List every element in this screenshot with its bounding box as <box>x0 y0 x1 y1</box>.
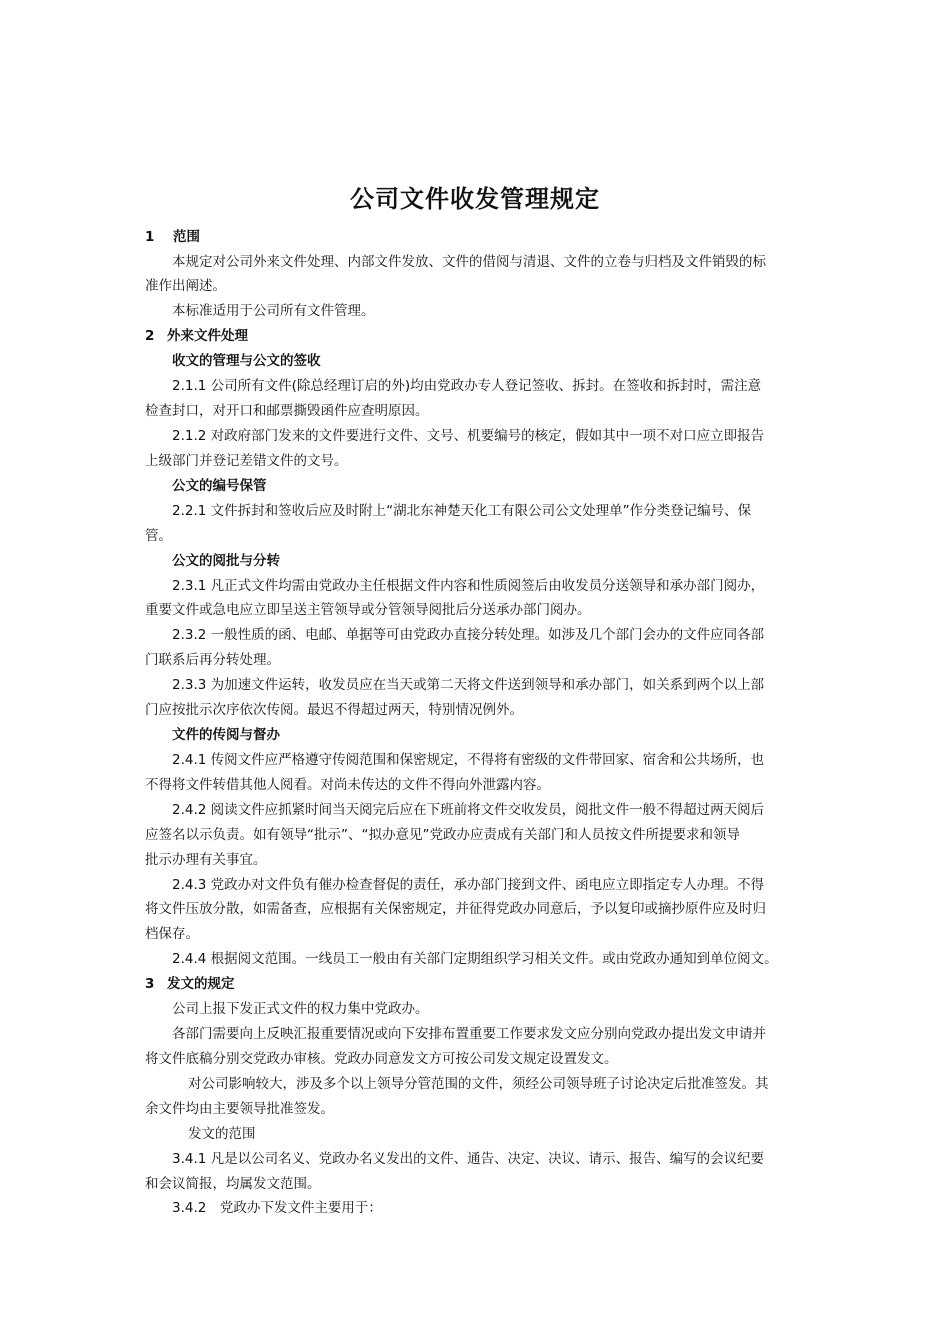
paragraph-line: 本标准适用于公司所有文件管理。 <box>172 303 375 319</box>
paragraph-line: 2.4.4 根据阅文范围。一线员工一般由有关部门定期组织学习相关文件。或由党政办通知到单位阅文。 <box>172 951 778 967</box>
paragraph-line: 对公司影响较大，涉及多个以上领导分管范围的文件，须经公司领导班子讨论决定后批准签发。其 <box>188 1076 769 1092</box>
paragraph-line: 本规定对公司外来文件处理、内部文件发放、文件的借阅与清退、文件的立卷与归档及文件销毁的标 <box>172 254 766 270</box>
paragraph-line: 准作出阐述。 <box>145 278 226 294</box>
paragraph-line: 批示办理有关事宜。 <box>145 852 267 868</box>
paragraph-line: 各部门需要向上反映汇报重要情况或向下安排布置重要工作要求发文应分别向党政办提出发文申请并 <box>172 1026 766 1042</box>
paragraph-line: 2.3.2 一般性质的函、电邮、单据等可由党政办直接分转处理。如涉及几个部门会办的文件应同各部 <box>172 627 765 643</box>
subsection-heading: 发文的范围 <box>188 1126 256 1142</box>
paragraph-line: 检查封口，对开口和邮票撕毁函件应查明原因。 <box>145 403 429 419</box>
paragraph-line: 2.4.2 阅读文件应抓紧时间当天阅完后应在下班前将文件交收发员，阅批文件一般不得超过两天阅后 <box>172 802 765 818</box>
paragraph-line: 2.2.1 文件拆封和签收后应及时附上“湖北东神楚天化工有限公司公文处理单”作分类登记编号、保 <box>172 503 752 519</box>
paragraph-line: 2.3.3 为加速文件运转，收发员应在当天或第二天将文件送到领导和承办部门，如关系到两个以上部 <box>172 677 765 693</box>
subsection-heading: 公文的编号保管 <box>172 478 267 494</box>
paragraph-line: 2.4.3 党政办对文件负有催办检查督促的责任，承办部门接到文件、函电应立即指定专人办理。不得 <box>172 877 765 893</box>
paragraph-line: 档保存。 <box>145 926 199 942</box>
paragraph-line: 3.4.2 党政办下发文件主要用于： <box>172 1200 382 1216</box>
paragraph-line: 2.3.1 凡正式文件均需由党政办主任根据文件内容和性质阅签后由收发员分送领导和承办部门阅办， <box>172 578 765 594</box>
subsection-heading: 收文的管理与公文的签收 <box>172 353 321 369</box>
paragraph-line: 门联系后再分转处理。 <box>145 652 280 668</box>
paragraph-line: 公司上报下发正式文件的权力集中党政办。 <box>172 1001 429 1017</box>
section-heading-1: 1 范围 <box>145 229 200 245</box>
paragraph-line: 和会议简报，均属发文范围。 <box>145 1176 321 1192</box>
paragraph-line: 上级部门并登记差错文件的文号。 <box>145 453 348 469</box>
paragraph-line: 重要文件或急电应立即呈送主管领导或分管领导阅批后分送承办部门阅办。 <box>145 602 591 618</box>
paragraph-line: 2.1.1 公司所有文件(除总经理订启的外)均由党政办专人登记签收、拆封。在签收和拆封时，需注意 <box>172 378 762 394</box>
paragraph-line: 2.1.2 对政府部门发来的文件要进行文件、文号、机要编号的核定，假如其中一项不对口应立即报告 <box>172 428 765 444</box>
section-heading-3: 3 发文的规定 <box>145 976 235 992</box>
paragraph-line: 管。 <box>145 528 172 544</box>
paragraph-line: 余文件均由主要领导批准签发。 <box>145 1101 334 1117</box>
document-title: 公司文件收发管理规定 <box>350 185 600 213</box>
subsection-heading: 公文的阅批与分转 <box>172 553 280 569</box>
paragraph-line: 3.4.1 凡是以公司名义、党政办名义发出的文件、通告、决定、决议、请示、报告、编写的会议纪要 <box>172 1151 765 1167</box>
section-heading-2: 2 外来文件处理 <box>145 328 248 344</box>
paragraph-line: 2.4.1 传阅文件应严格遵守传阅范围和保密规定，不得将有密级的文件带回家、宿舍和公共场所，也 <box>172 752 765 768</box>
paragraph-line: 门应按批示次序依次传阅。最迟不得超过两天，特别情况例外。 <box>145 702 523 718</box>
paragraph-line: 将文件底稿分别交党政办审核。党政办同意发文方可按公司发文规定设置发文。 <box>145 1051 618 1067</box>
paragraph-line: 不得将文件转借其他人阅看。对尚未传达的文件不得向外泄露内容。 <box>145 777 550 793</box>
subsection-heading: 文件的传阅与督办 <box>172 727 280 743</box>
paragraph-line: 将文件压放分散，如需备查，应根据有关保密规定，并征得党政办同意后，予以复印或摘抄原件应及时归 <box>145 901 766 917</box>
paragraph-line: 应签名以示负责。如有领导“批示”、“拟办意见”党政办应责成有关部门和人员按文件所提要求和领导 <box>145 827 740 843</box>
